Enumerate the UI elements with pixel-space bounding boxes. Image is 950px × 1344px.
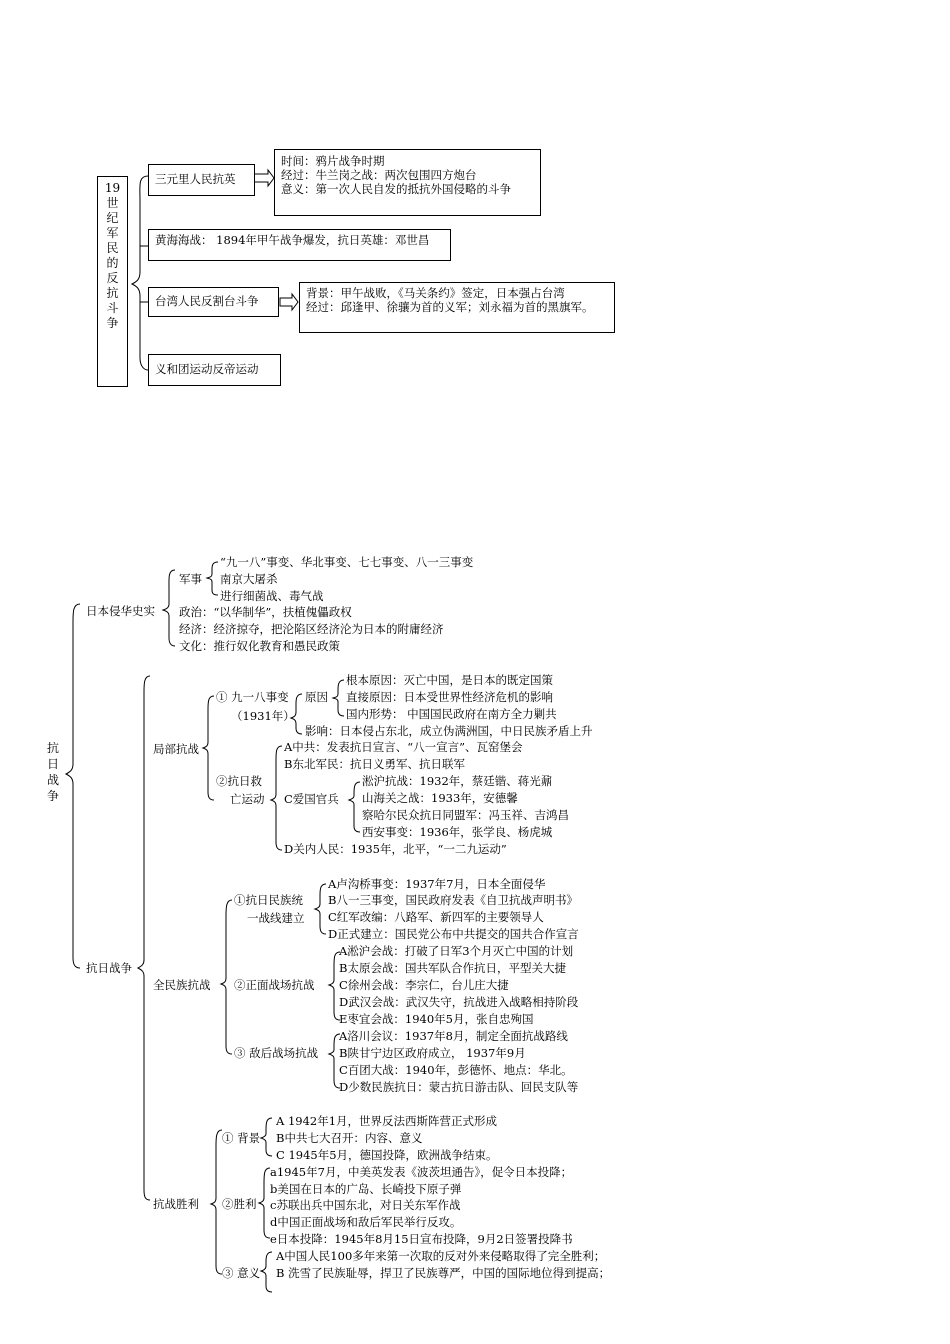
item-huanghai-label: 黄海海战： 1894年甲午战争爆发，抗日英雄：邓世昌 (155, 233, 430, 247)
item-taiwan-label: 台湾人民反割台斗争 (155, 294, 259, 308)
military-item: 南京大屠杀 (220, 572, 278, 586)
front-item: B八一三事变，国民政府发表《自卫抗战声明书》 (328, 893, 578, 907)
f3-label: ③ 敌后战场抗战 (234, 1046, 319, 1060)
item-huanghai-box (148, 229, 451, 261)
military-label: 军事 (179, 572, 202, 586)
military-item: “九一八”事变、华北事变、七七事变、八一三事变 (220, 555, 474, 569)
n2-line2: 亡运动 (230, 792, 265, 806)
battle-item: C徐州会战：李宗仁，台儿庄大捷 (339, 978, 509, 992)
patriot-item: 淞沪抗战：1932年，蔡廷锴、蒋光鼐 (362, 774, 553, 788)
root-title: 抗日战争 (46, 741, 59, 803)
resist-item: A中共：发表抗日宣言、“八一宣言”、瓦窑堡会 (284, 740, 523, 754)
detail-sanyuanli-line: 经过：牛兰岗之战：两次包围四方炮台 (281, 168, 477, 182)
detail-taiwan-line: 背景：甲午战败，《马关条约》签定，日本强占台湾 (306, 286, 565, 300)
f1-line1: ①抗日民族统 (234, 893, 303, 907)
local-label: 局部抗战 (153, 742, 199, 756)
item-taiwan-box (148, 287, 279, 317)
sig-item: B 洗雪了民族耻辱，捍卫了民族尊严，中国的国际地位得到提高； (276, 1266, 611, 1280)
detail-taiwan-line: 经过：邱逢甲、徐骧为首的义军；刘永福为首的黑旗军。 (306, 300, 594, 314)
item-sanyuanli-label: 三元里人民抗英 (155, 172, 236, 186)
win-item: d中国正面战场和敌后军民举行反攻。 (270, 1215, 462, 1229)
n2-line1: ②抗日救 (216, 774, 262, 788)
section1-title: 19世纪军民的反抗斗争 (104, 181, 121, 330)
full-label: 全民族抗战 (153, 978, 211, 992)
item-yihetuan-box (148, 354, 281, 386)
battle-item: E枣宜会战：1940年5月，张自忠殉国 (339, 1012, 534, 1026)
patriot-item: 山海关之战：1933年，安德馨 (362, 791, 518, 805)
win-item: e日本投降：1945年8月15日宣布投降，9月2日签署投降书 (270, 1232, 573, 1246)
bg-label: ① 背景 (222, 1131, 261, 1145)
cause-item: 直接原因：日本受世界性经济危机的影响 (346, 690, 553, 704)
detail-taiwan-box (299, 282, 615, 333)
cause-item: 国内形势： 中国国民政府在南方全力剿共 (346, 707, 557, 721)
bg-item: B中共七大召开：内容、意义 (276, 1131, 423, 1145)
win-item: a1945年7月，中美英发表《波茨坦通告》，促令日本投降； (270, 1165, 573, 1179)
war-label: 抗日战争 (86, 961, 132, 975)
n1-line2: （1931年） (231, 709, 295, 723)
item-yihetuan-label: 义和团运动反帝运动 (155, 362, 259, 376)
rear-item: C百团大战：1940年，彭德怀、地点：华北。 (339, 1063, 573, 1077)
economy-text: 经济：经济掠夺，把沦陷区经济沦为日本的附庸经济 (179, 622, 444, 636)
patriot-item: 西安事变：1936年，张学良、杨虎城 (362, 825, 553, 839)
sig-label: ③ 意义 (222, 1266, 261, 1280)
battle-item: D武汉会战：武汉失守，抗战进入战略相持阶段 (339, 995, 579, 1009)
rear-item: A洛川会议：1937年8月，制定全面抗战路线 (339, 1029, 568, 1043)
detail-sanyuanli-line: 时间：鸦片战争时期 (281, 154, 385, 168)
section1-title-box (97, 176, 128, 387)
f2-label: ②正面战场抗战 (234, 978, 315, 992)
guannei-text: D关内人民：1935年，北平，“一二九运动” (284, 842, 507, 856)
detail-sanyuanli-box (274, 149, 541, 216)
cause-label: 原因 (305, 690, 328, 704)
front-item: D正式建立：国民党公布中共提交的国共合作宣言 (328, 927, 579, 941)
win-item: c苏联出兵中国东北，对日关东军作战 (270, 1198, 461, 1212)
patriot-label: C爱国官兵 (284, 792, 339, 806)
cause-item: 根本原因：灭亡中国，是日本的既定国策 (346, 673, 553, 687)
bg-item: A 1942年1月，世界反法西斯阵营正式形成 (276, 1114, 498, 1128)
patriot-item: 察哈尔民众抗日同盟军：冯玉祥、吉鸿昌 (362, 808, 569, 822)
bg-item: C 1945年5月，德国投降，欧洲战争结束。 (276, 1148, 498, 1162)
rear-item: D少数民族抗日：蒙古抗日游击队、回民支队等 (339, 1080, 579, 1094)
item-sanyuanli-box (148, 164, 255, 196)
front-item: A卢沟桥事变：1937年7月，日本全面侵华 (328, 877, 546, 891)
effect-text: 影响：日本侵占东北，成立伪满洲国，中日民族矛盾上升 (305, 724, 593, 738)
win-item: b美国在日本的广岛、长崎投下原子弹 (270, 1182, 462, 1196)
culture-text: 文化：推行奴化教育和愚民政策 (179, 639, 340, 653)
sig-item: A中国人民100多年来第一次取的反对外来侵略取得了完全胜利； (276, 1249, 606, 1263)
detail-sanyuanli-line: 意义：第一次人民自发的抵抗外国侵略的斗争 (281, 182, 511, 196)
battle-item: B太原会战：国共军队合作抗日，平型关大捷 (339, 961, 566, 975)
invasion-label: 日本侵华史实 (86, 604, 155, 618)
military-item: 进行细菌战、毒气战 (220, 589, 324, 603)
n1-line1: ① 九一八事变 (216, 690, 289, 704)
victory-label: 抗战胜利 (153, 1197, 199, 1211)
battle-item: A淞沪会战：打破了日军3个月灭亡中国的计划 (339, 944, 574, 958)
f1-line2: 一战线建立 (247, 911, 305, 925)
resist-item: B东北军民：抗日义勇军、抗日联军 (284, 757, 465, 771)
politics-text: 政治：“以华制华”，扶植傀儡政权 (179, 605, 352, 619)
rear-item: B陕甘宁边区政府成立， 1937年9月 (339, 1046, 526, 1060)
front-item: C红军改编：八路军、新四军的主要领导人 (328, 910, 544, 924)
win-label: ②胜利 (222, 1197, 257, 1211)
